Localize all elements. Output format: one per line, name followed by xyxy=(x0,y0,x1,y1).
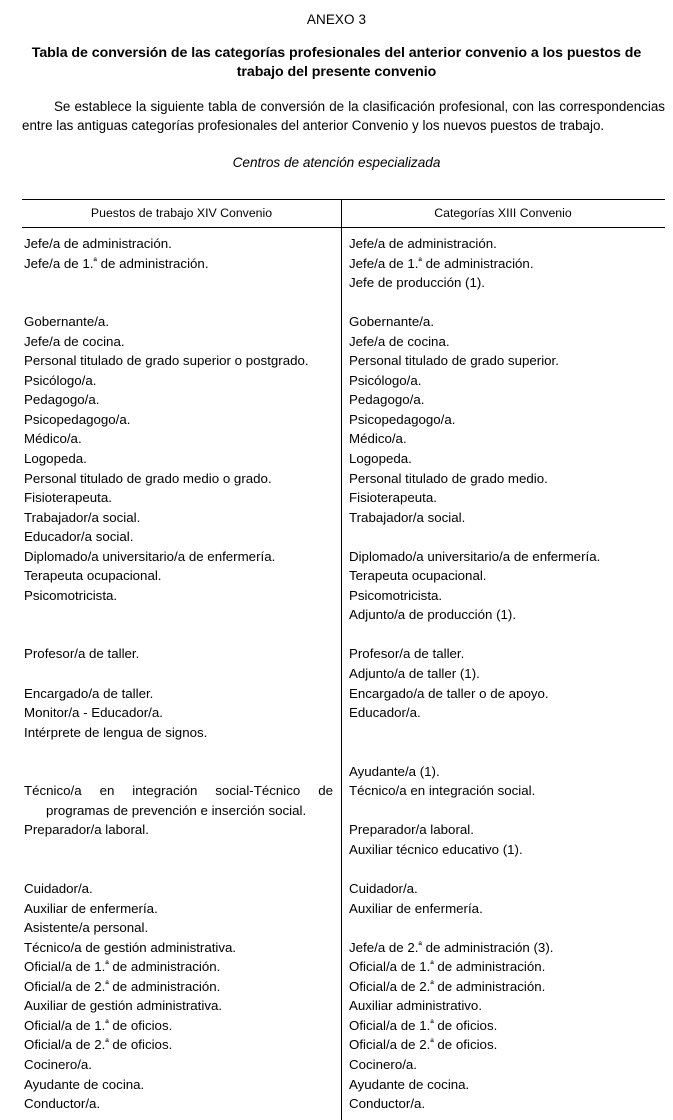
table-row xyxy=(22,1075,665,1095)
cell-categorias: Auxiliar administrativo. xyxy=(349,998,483,1014)
table-row xyxy=(22,527,665,547)
table-row xyxy=(22,977,665,997)
table-row xyxy=(22,1094,665,1114)
cell-puestos: Personal titulado de grado medio o grado. xyxy=(24,470,272,486)
cell-categorias: Psicomotricista. xyxy=(349,587,443,603)
table-row xyxy=(22,644,665,664)
table-row xyxy=(22,1055,665,1075)
cell-puestos: Auxiliar de gestión administrativa. xyxy=(24,998,223,1014)
cell-categorias: Técnico/a en integración social. xyxy=(349,783,536,799)
cell-categorias: Logopeda. xyxy=(349,451,412,467)
table-row xyxy=(22,1016,665,1036)
cell-categorias: Profesor/a de taller. xyxy=(349,646,465,662)
cell-puestos-line1: Técnico/a en integración social-Técnico de xyxy=(24,783,333,799)
table-row xyxy=(22,234,665,254)
cell-categorias: Auxiliar de enfermería. xyxy=(349,900,483,916)
table-row xyxy=(22,918,665,938)
cell-puestos: Personal titulado de grado superior o postgrado. xyxy=(24,353,309,369)
table-row xyxy=(22,332,665,352)
cell-categorias: Diplomado/a universitario/a de enfermería. xyxy=(349,548,601,564)
table-row xyxy=(22,860,665,880)
table-row xyxy=(22,742,665,762)
cell-categorias: Médico/a. xyxy=(349,431,407,447)
cell-puestos: Oficial/a de 1.$^ª$ de administración. xyxy=(24,959,221,975)
table-row xyxy=(22,996,665,1016)
column-header-puestos: Puestos de trabajo XIV Convenio xyxy=(90,206,273,220)
cell-categorias: Conductor/a. xyxy=(349,1096,426,1112)
cell-puestos: Oficial/a de 2.$^ª$ de administración. xyxy=(24,978,221,994)
cell-categorias: Adjunto/a de taller (1). xyxy=(349,666,480,682)
cell-puestos: Técnico/a de gestión administrativa. xyxy=(24,939,237,955)
cell-puestos-line2: programas de prevención e inserción social. xyxy=(46,802,307,818)
table-row xyxy=(22,273,665,293)
cell-puestos: Educador/a social. xyxy=(24,529,134,545)
cell-puestos: Conductor/a. xyxy=(24,1096,101,1112)
cell-categorias: Oficial/a de 1.$^ª$ de oficios. xyxy=(349,1017,498,1033)
table-row xyxy=(22,586,665,606)
cell-puestos: Ayudante de cocina. xyxy=(24,1076,145,1092)
cell-puestos: Terapeuta ocupacional. xyxy=(24,568,162,584)
cell-puestos: Psicomotricista. xyxy=(24,587,118,603)
cell-puestos: Auxiliar de enfermería. xyxy=(24,900,158,916)
table-row xyxy=(22,762,665,782)
table-row xyxy=(22,488,665,508)
table-row xyxy=(22,625,665,645)
column-header-categorias: Categorías XIII Convenio xyxy=(434,206,572,220)
cell-categorias: Educador/a. xyxy=(349,705,421,721)
table-row xyxy=(22,429,665,449)
table-row xyxy=(22,820,665,840)
table-row xyxy=(22,469,665,489)
table-row xyxy=(22,293,665,313)
cell-categorias: Ayudante de cocina. xyxy=(349,1076,470,1092)
page-title: Tabla de conversión de las categorías profesionales del anterior convenio a los puestos de trabajo del presente convenio xyxy=(31,45,642,80)
cell-puestos: Pedagogo/a. xyxy=(24,392,100,408)
cell-categorias: Psicopedagogo/a. xyxy=(349,411,456,427)
table-row xyxy=(22,254,665,274)
cell-puestos: Jefe/a de cocina. xyxy=(24,333,125,349)
cell-puestos: Psicopedagogo/a. xyxy=(24,411,131,427)
cell-categorias: Jefe/a de administración. xyxy=(349,236,497,251)
cell-categorias: Personal titulado de grado medio. xyxy=(349,470,548,486)
cell-categorias: Fisioterapeuta. xyxy=(349,490,437,506)
table-row xyxy=(22,371,665,391)
cell-puestos: Jefe/a de administración. xyxy=(24,236,172,251)
table-body xyxy=(22,228,665,1114)
table-row xyxy=(22,312,665,332)
cell-puestos: Logopeda. xyxy=(24,451,87,467)
table-row xyxy=(22,508,665,528)
cell-puestos: Trabajador/a social. xyxy=(24,509,141,525)
cell-puestos: Cocinero/a. xyxy=(24,1056,92,1072)
table-row xyxy=(22,723,665,743)
table-row xyxy=(22,899,665,919)
cell-puestos: Profesor/a de taller. xyxy=(24,646,140,662)
table-row xyxy=(22,957,665,977)
table-row xyxy=(22,684,665,704)
cell-puestos: Asistente/a personal. xyxy=(24,920,149,936)
cell-puestos: Intérprete de lengua de signos. xyxy=(24,724,208,740)
cell-categorias: Preparador/a laboral. xyxy=(349,822,474,838)
intro-paragraph: Se establece la siguiente tabla de conversión de la clasificación profesional, con las correspondencias entre las antiguas categorías profesionales del anterior Convenio y los nuevos puestos de trabajo. xyxy=(22,99,665,133)
cell-categorias: Jefe/a de 2.$^ª$ de administración (3). xyxy=(349,939,554,955)
cell-categorias: Cocinero/a. xyxy=(349,1056,417,1072)
cell-puestos: Gobernante/a. xyxy=(24,314,110,330)
cell-categorias: Psicólogo/a. xyxy=(349,372,422,388)
table-row xyxy=(22,664,665,684)
table-row xyxy=(22,781,665,820)
table-row xyxy=(22,879,665,899)
cell-categorias: Auxiliar técnico educativo (1). xyxy=(349,841,523,857)
cell-categorias: Personal titulado de grado superior. xyxy=(349,353,559,369)
cell-categorias: Ayudante/a (1). xyxy=(349,763,440,779)
cell-puestos: Médico/a. xyxy=(24,431,82,447)
cell-puestos: Diplomado/a universitario/a de enfermería. xyxy=(24,548,276,564)
cell-categorias: Trabajador/a social. xyxy=(349,509,466,525)
table-row xyxy=(22,605,665,625)
cell-puestos: Encargado/a de taller. xyxy=(24,685,154,701)
cell-categorias: Encargado/a de taller o de apoyo. xyxy=(349,685,549,701)
cell-puestos: Cuidador/a. xyxy=(24,881,93,897)
cell-puestos: Fisioterapeuta. xyxy=(24,490,112,506)
table-row xyxy=(22,390,665,410)
table-row xyxy=(22,547,665,567)
cell-puestos: Monitor/a - Educador/a. xyxy=(24,705,163,721)
cell-puestos: Preparador/a laboral. xyxy=(24,822,149,838)
cell-categorias: Pedagogo/a. xyxy=(349,392,425,408)
conversion-table xyxy=(22,199,665,1114)
table-row xyxy=(22,351,665,371)
cell-categorias: Terapeuta ocupacional. xyxy=(349,568,487,584)
cell-categorias: Jefe de producción (1). xyxy=(349,275,486,291)
section-subtitle: Centros de atención especializada xyxy=(232,155,441,171)
table-row xyxy=(22,840,665,860)
table-row xyxy=(22,1035,665,1055)
cell-puestos: Oficial/a de 1.$^ª$ de oficios. xyxy=(24,1017,173,1033)
table-row xyxy=(22,410,665,430)
table-row xyxy=(22,449,665,469)
cell-categorias: Cuidador/a. xyxy=(349,881,418,897)
cell-categorias: Gobernante/a. xyxy=(349,314,435,330)
annex-label: ANEXO 3 xyxy=(306,12,367,27)
cell-puestos: Psicólogo/a. xyxy=(24,372,97,388)
cell-categorias: Jefe/a de 1.$^ª$ de administración. xyxy=(349,255,534,271)
cell-categorias: Adjunto/a de producción (1). xyxy=(349,607,517,623)
cell-categorias: Oficial/a de 1.$^ª$ de administración. xyxy=(349,959,546,975)
cell-categorias: Oficial/a de 2.$^ª$ de oficios. xyxy=(349,1037,498,1053)
table-header-row xyxy=(22,200,665,228)
cell-puestos: Jefe/a de 1.$^ª$ de administración. xyxy=(24,255,209,271)
table-row xyxy=(22,938,665,958)
cell-puestos xyxy=(24,781,333,820)
cell-categorias: Jefe/a de cocina. xyxy=(349,333,450,349)
cell-puestos: Oficial/a de 2.$^ª$ de oficios. xyxy=(24,1037,173,1053)
table-row xyxy=(22,703,665,723)
table-row xyxy=(22,566,665,586)
cell-categorias: Oficial/a de 2.$^ª$ de administración. xyxy=(349,978,546,994)
